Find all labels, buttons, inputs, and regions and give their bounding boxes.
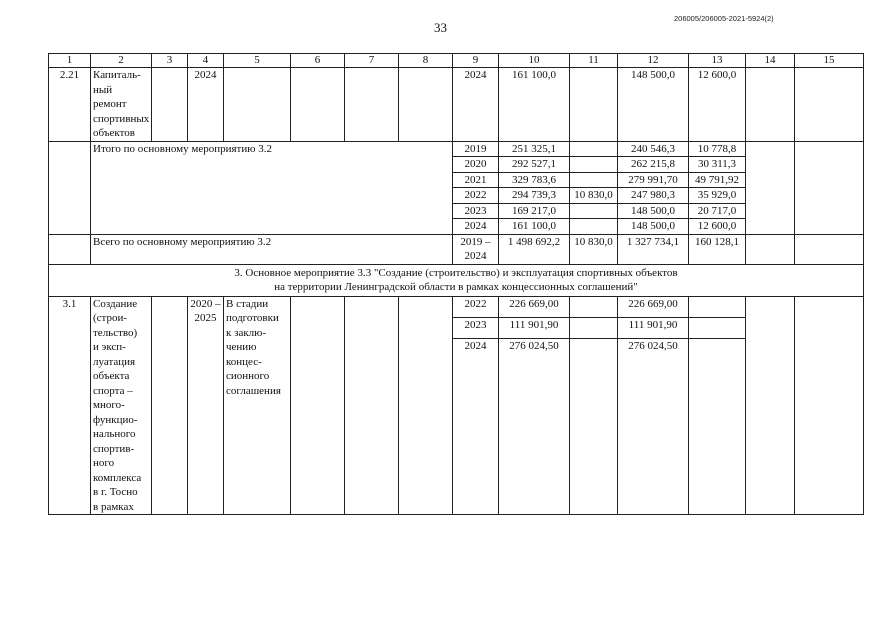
empty-cell	[570, 296, 618, 317]
total-value: 292 527,1	[499, 157, 570, 173]
col-header-7: 7	[345, 54, 399, 68]
empty-cell	[689, 317, 746, 338]
regional-value: 148 500,0	[618, 203, 689, 219]
year: 2023	[453, 317, 499, 338]
regional-value: 226 669,00	[618, 296, 689, 317]
col-header-3: 3	[152, 54, 188, 68]
empty-cell	[746, 141, 795, 234]
year-range: 2019 – 2024	[453, 234, 499, 264]
local-value: 12 600,0	[689, 219, 746, 235]
year: 2024	[453, 219, 499, 235]
regional-value: 148 500,0	[618, 68, 689, 142]
col-header-12: 12	[618, 54, 689, 68]
local-value: 35 929,0	[689, 188, 746, 204]
regional-value: 247 980,3	[618, 188, 689, 204]
empty-cell	[746, 234, 795, 264]
federal-value	[570, 141, 618, 157]
section-row	[49, 264, 864, 296]
regional-value: 262 215,8	[618, 157, 689, 173]
federal-value: 10 830,0	[570, 234, 618, 264]
regional-value: 240 546,3	[618, 141, 689, 157]
federal-value	[570, 172, 618, 188]
activity-name: Капиталь- ный ремонт спортивных объектов	[91, 68, 152, 142]
local-value: 10 778,8	[689, 141, 746, 157]
total-value: 161 100,0	[499, 68, 570, 142]
total-value: 226 669,00	[499, 296, 570, 317]
page-number: 33	[434, 20, 447, 35]
col-header-5: 5	[224, 54, 291, 68]
period: 2024	[188, 68, 224, 142]
col-header-13: 13	[689, 54, 746, 68]
federal-value	[570, 157, 618, 173]
col-header-8: 8	[399, 54, 453, 68]
empty-cell	[795, 141, 864, 234]
col-header-6: 6	[291, 54, 345, 68]
year: 2021	[453, 172, 499, 188]
regional-value: 111 901,90	[618, 317, 689, 338]
total-value: 1 498 692,2	[499, 234, 570, 264]
total-value: 294 739,3	[499, 188, 570, 204]
empty-cell	[345, 68, 399, 142]
document-id: 206005/206005-2021-5924(2)	[674, 14, 774, 23]
empty-cell	[795, 234, 864, 264]
table-row	[49, 68, 864, 142]
empty-cell	[689, 339, 746, 515]
program-table	[48, 53, 864, 515]
column-number-row	[49, 54, 864, 68]
empty-cell	[152, 296, 188, 515]
empty-cell	[689, 296, 746, 317]
col-header-15: 15	[795, 54, 864, 68]
section-heading: 3. Основное мероприятие 3.3 "Создание (строительство) и эксплуатация спортивных объектов на территории Ленинградской области в рамках концессионных соглашений"	[49, 264, 864, 296]
empty-cell	[49, 234, 91, 264]
row-number: 3.1	[49, 296, 91, 515]
col-header-4: 4	[188, 54, 224, 68]
col-header-2: 2	[91, 54, 152, 68]
local-value: 160 128,1	[689, 234, 746, 264]
total-value: 169 217,0	[499, 203, 570, 219]
empty-cell	[152, 68, 188, 142]
col-header-10: 10	[499, 54, 570, 68]
empty-cell	[291, 296, 345, 515]
year: 2024	[453, 339, 499, 515]
local-value: 12 600,0	[689, 68, 746, 142]
table-row	[49, 141, 864, 157]
regional-value: 1 327 734,1	[618, 234, 689, 264]
empty-cell	[570, 68, 618, 142]
empty-cell	[224, 68, 291, 142]
federal-value: 10 830,0	[570, 188, 618, 204]
empty-cell	[570, 339, 618, 515]
period: 2020 – 2025	[188, 296, 224, 515]
vsego-label: Всего по основному мероприятию 3.2	[91, 234, 453, 264]
year: 2022	[453, 188, 499, 204]
total-value: 251 325,1	[499, 141, 570, 157]
year: 2023	[453, 203, 499, 219]
empty-cell	[399, 296, 453, 515]
empty-cell	[49, 141, 91, 234]
regional-value: 279 991,70	[618, 172, 689, 188]
table-row	[49, 296, 864, 317]
empty-cell	[570, 317, 618, 338]
empty-cell	[399, 68, 453, 142]
empty-cell	[746, 296, 795, 515]
status: В стадии подготовки к заклю- чению концес- сионного соглашения	[224, 296, 291, 515]
table-row	[49, 234, 864, 264]
empty-cell	[746, 68, 795, 142]
federal-value	[570, 203, 618, 219]
empty-cell	[345, 296, 399, 515]
total-value: 329 783,6	[499, 172, 570, 188]
empty-cell	[795, 296, 864, 515]
local-value: 20 717,0	[689, 203, 746, 219]
col-header-9: 9	[453, 54, 499, 68]
local-value: 30 311,3	[689, 157, 746, 173]
year: 2024	[453, 68, 499, 142]
empty-cell	[291, 68, 345, 142]
col-header-1: 1	[49, 54, 91, 68]
year: 2019	[453, 141, 499, 157]
total-value: 276 024,50	[499, 339, 570, 515]
regional-value: 148 500,0	[618, 219, 689, 235]
activity-name: Создание (строи- тельство) и эксп- луатация объекта спорта – много- функцио- нального спортив- ного комплекса в г. Тосно в рамках	[91, 296, 152, 515]
row-number: 2.21	[49, 68, 91, 142]
local-value: 49 791,92	[689, 172, 746, 188]
year: 2022	[453, 296, 499, 317]
year: 2020	[453, 157, 499, 173]
total-value: 161 100,0	[499, 219, 570, 235]
regional-value: 276 024,50	[618, 339, 689, 515]
itogo-label: Итого по основному мероприятию 3.2	[91, 141, 453, 234]
empty-cell	[795, 68, 864, 142]
col-header-14: 14	[746, 54, 795, 68]
col-header-11: 11	[570, 54, 618, 68]
federal-value	[570, 219, 618, 235]
total-value: 111 901,90	[499, 317, 570, 338]
